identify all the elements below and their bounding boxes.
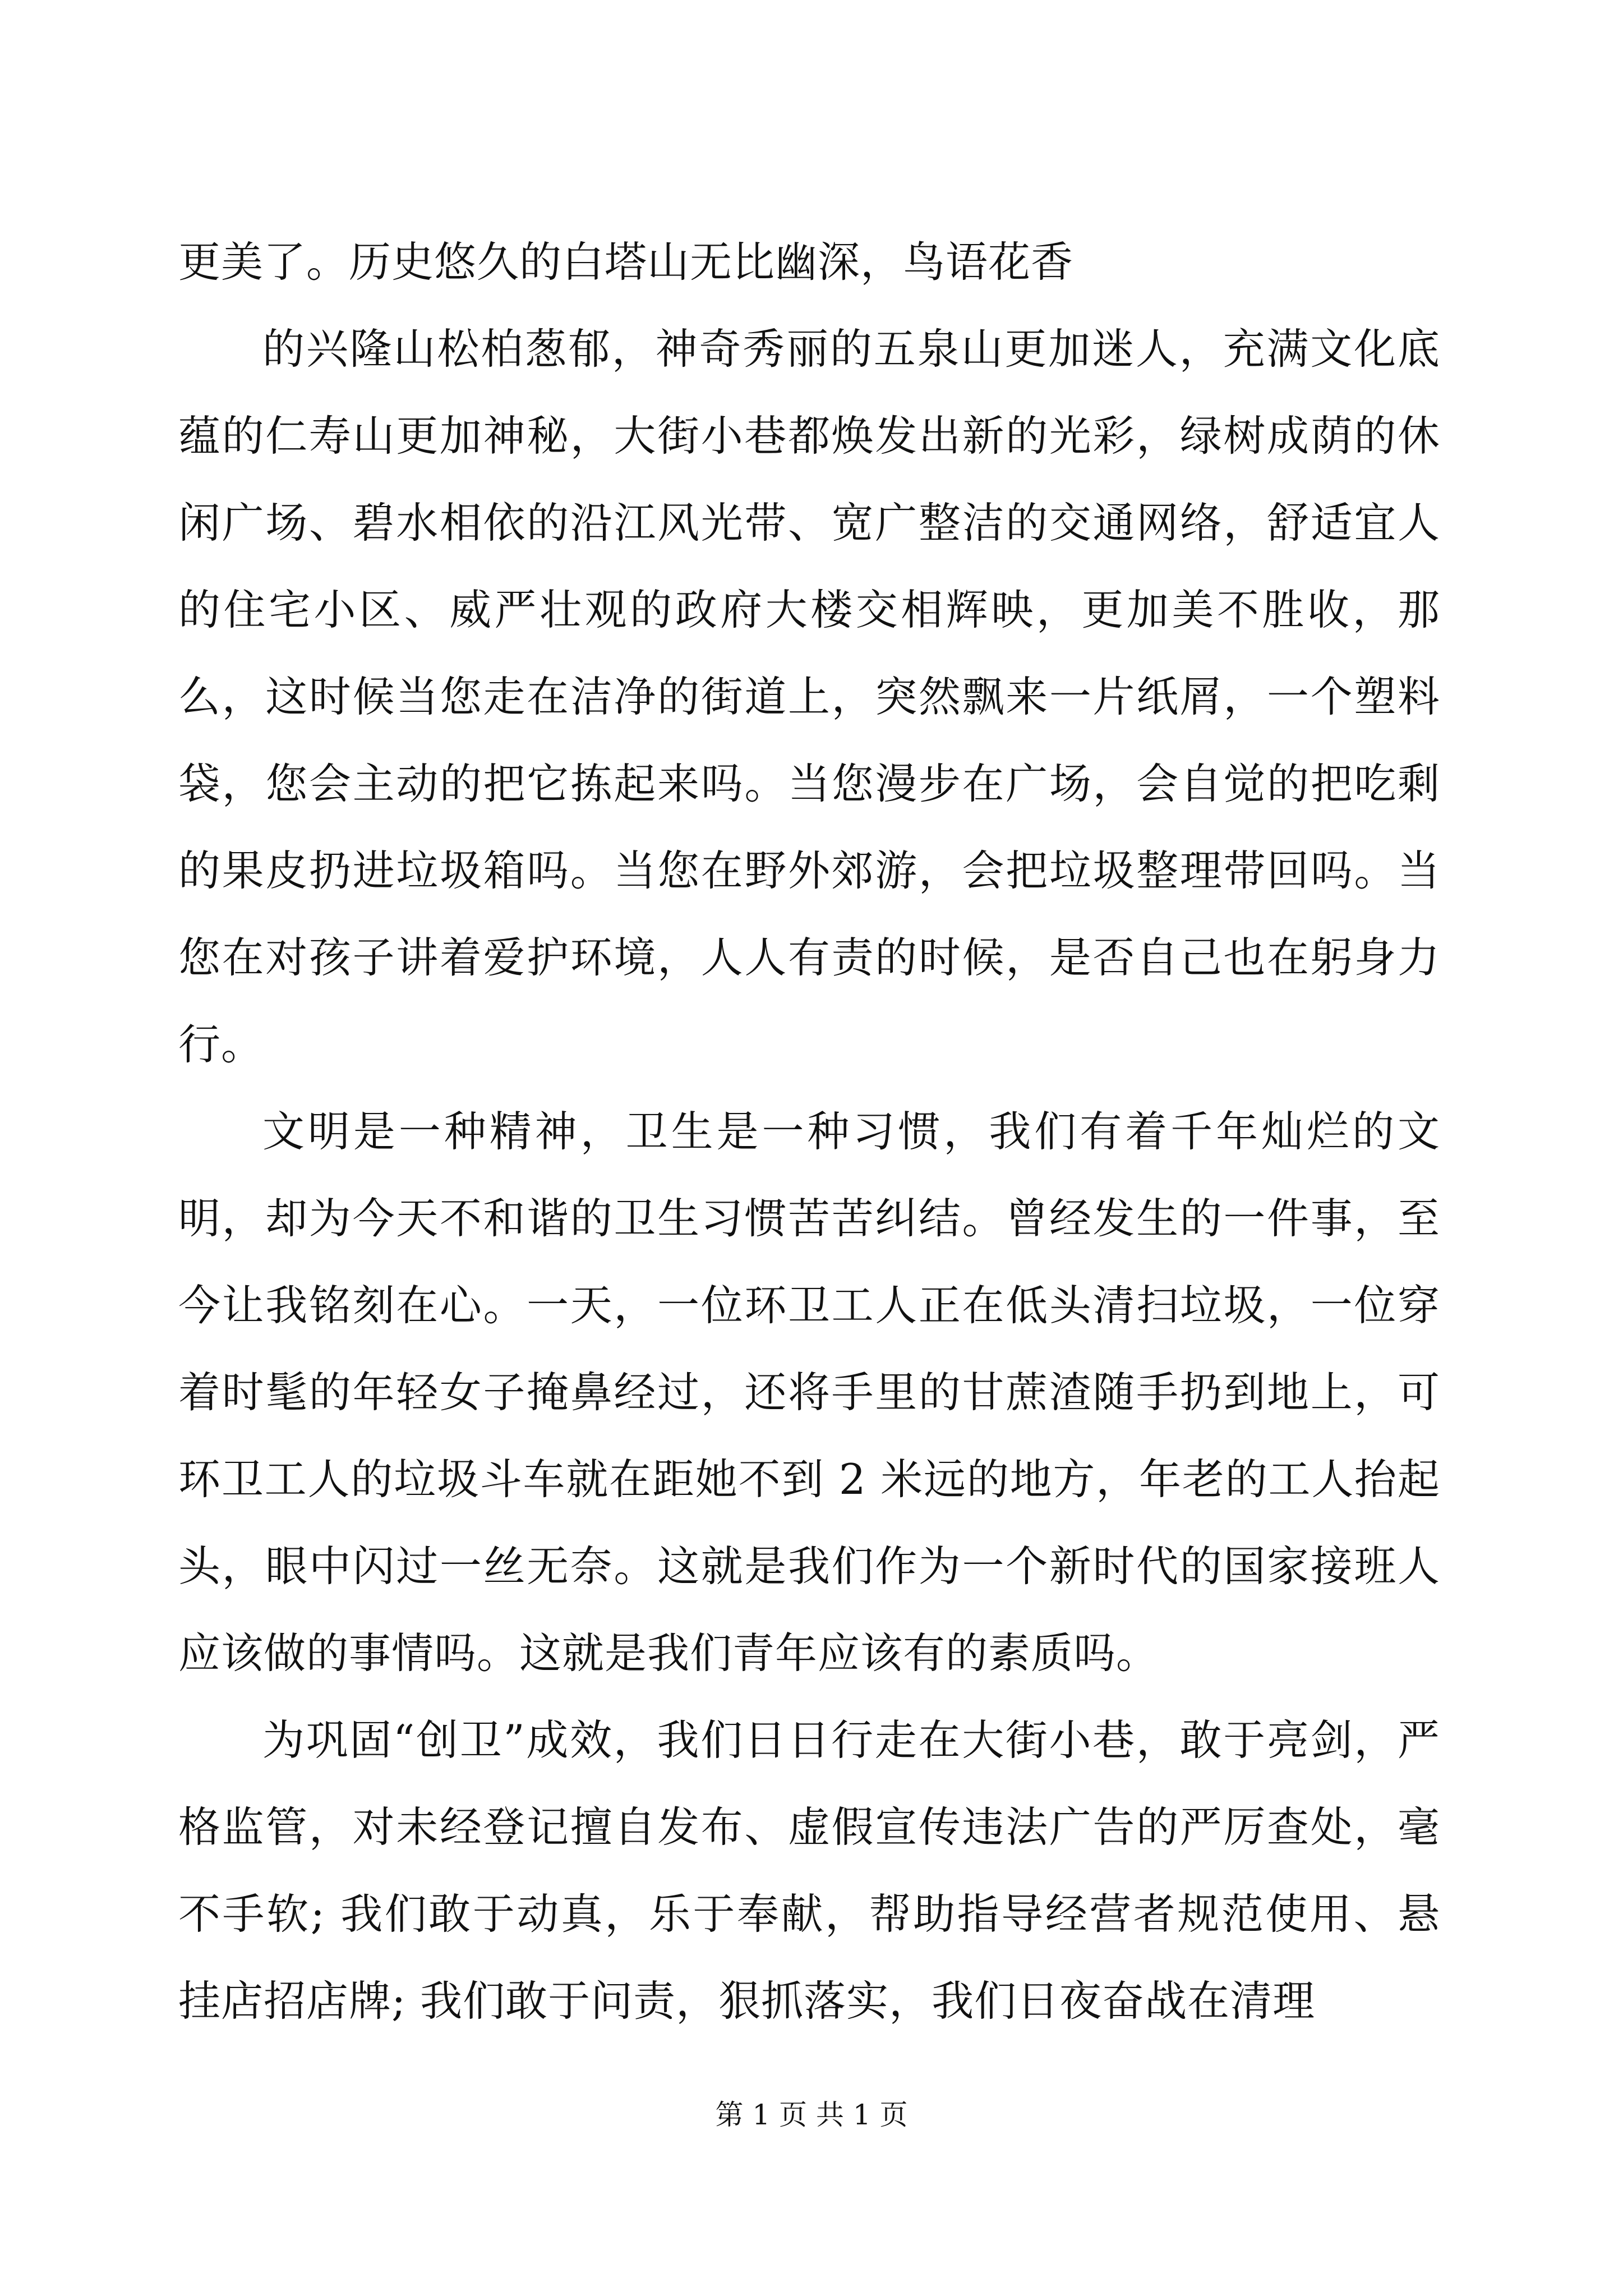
document-body [178,219,1440,2045]
page-footer: 第 1 页 共 1 页 [715,2099,908,2131]
paragraph-continuation: 更美了。历史悠久的白塔山无比幽深，鸟语花香 [178,237,1074,287]
paragraph-consolidation: 为巩固“创卫”成效，我们日日行走在大街小巷，敢于亮剑，严格监管，对未经登记擅自发布、虚假宣传违法广告的严厉查处，毫不手软; 我们敢于动真，乐于奉献，帮助指导经营者规范使用、悬挂店招店牌; 我们敢于问责，狠抓落实，我们日夜奋战在清理 [178,1715,1440,2026]
paragraph-scenery: 的兴隆山松柏葱郁，神奇秀丽的五泉山更加迷人，充满文化底蕴的仁寿山更加神秘，大街小巷都焕发出新的光彩，绿树成荫的休闲广场、碧水相依的沿江风光带、宽广整洁的交通网络，舒适宜人的住宅小区、威严壮观的政府大楼交相辉映，更加美不胜收，那么，这时候当您走在洁净的街道上，突然飘来一片纸屑，一个塑料袋，您会主动的把它拣起来吗。当您漫步在广场，会自觉的把吃剩的果皮扔进垃圾箱吗。当您在野外郊游，会把垃圾整理带回吗。当您在对孩子讲着爱护环境，人人有责的时候，是否自己也在躬身力行。 [178,324,1440,1069]
paragraph-civilization: 文明是一种精神，卫生是一种习惯，我们有着千年灿烂的文明，却为今天不和谐的卫生习惯苦苦纠结。曾经发生的一件事，至今让我铭刻在心。一天，一位环卫工人正在低头清扫垃圾，一位穿着时髦的年轻女子掩鼻经过，还将手里的甘蔗渣随手扔到地上，可环卫工人的垃圾斗车就在距她不到 2 米远的地方，年老的工人抬起头，眼中闪过一丝无奈。这就是我们作为一个新时代的国家接班人应该做的事情吗。这就是我们青年应该有的素质吗。 [178,1107,1440,1678]
